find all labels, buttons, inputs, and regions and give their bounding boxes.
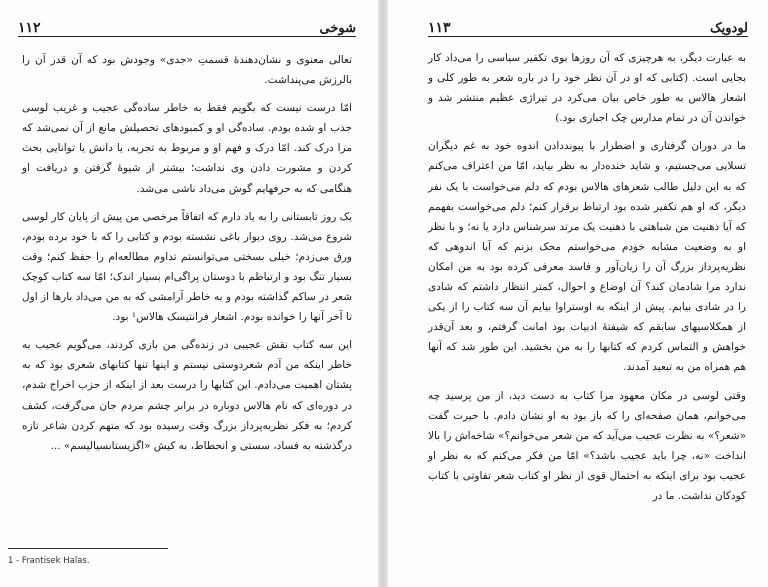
chapter-title-right: لودویک [710,21,748,36]
left-page-body [22,50,352,456]
paragraph: به عبارت دیگر، به هرچیزی که آن روزها بوی تکفیر سیاسی را می‌داد کار بجایی است. (کتابی که او در آن نظر خود را در باره شعر به طور کلی و اشعار هالاس به طور خاص بیان می‌کرد در تیراژی عظیم منتشر شد و خواندن آن در تمام مدارس چک اجباری بود.) [428,52,746,125]
book-gutter [378,0,388,587]
paragraph: وقتی لوسی در مکان معهود مرا کتاب به دست دید، از من پرسید چه می‌خوانم، همان صفحه‌ای را که باز بود به او نشان دادم. با حیرت گفت «شعر؟» به نظرت عجیب می‌آید که من شعر می‌خوانم؟» شاخه‌اش را بالا انداخت «نه، چرا باید عجیب باشد؟» امّا من فکر می‌کنم که به نظر او عجیب بود برای اینکه به احتمال قوی از نظر او کتاب شعر تفاوتی با کتاب کودکان نداشت. ما در [428,389,746,502]
page-number-right: ١١٣ [428,20,451,36]
paragraph: امّا درست نیست که بگویم فقط به خاطر ساده‌گی عجیب و غریب لوسی جذب او شده بودم. ساده‌گی او و کمبودهای تحصیلش مانع از آن نمی‌شد که مرا درک کند. امّا درک و فهم او و مربوط به تجربه، یا دانش یا توانایی بحث کردن و مشورت دادن وی نداشت؛ بیشتر از شیوهٔ گرفتن و دریافت او هنگامی که به حرفهایم گوش می‌داد ناشی می‌شد. [22,102,352,195]
paragraph: تعالی معنوی و نشان‌دهندهٔ قسمتِ «جدی» وجودش بود که آن قدر آن را بالرزش می‌پنداشت. [22,54,352,87]
left-page [0,0,378,587]
chapter-title-left: شوخی [319,21,356,36]
paragraph: یک روز تابستانی را به یاد دارم که اتفاقاً مرخصی من پیش از پایان کار لوسی شروع می‌شد. روی دیوار باغی نشسته بودم و کتابی را که با خود برده بودم، ورق می‌زدم؛ خیلی بسختی می‌توانستم تداوم مطالعه‌ام را حفظ کنم؛ وقت بسیار تنگ بود و ارتباطم با دوستان پراگی‌ام بسیار اندک؛ امّا سه کتاب کوچک شعر در ساکم گذاشته بودم و به خاطر آرامشی که به من می‌داد بارها از اول تا آخر آنها را خوانده بودم. اشعار فرانتیسک هالاس¹ بود. [22,210,352,324]
left-page-header [18,14,356,37]
right-page-body [428,48,746,506]
paragraph: این سه کتاب نقش عجیبی در زنده‌گی من بازی کردند، می‌گویم عجیب به خاطر اینکه من آدم شعردوستی نیستم و اینها تنها کتابهای شعری بود که به پشتان اهمیت می‌دادم. این کتابها را درست بعد از اینکه از حزب اخراج شدم، در دوره‌ای که نام هالاس دوباره در برابر چشم مردم جان می‌گرفت، کشف کردم؛ به فکر نظریه‌پرداز بزرگ وقت رسیده بود که متهم کردن شاعر تازه درگذشته به فساد، سستی و انحطاط، به کیش «اگزیستانسیالیسم» ... [22,339,352,452]
right-page [388,0,768,587]
paragraph: ما در دوران گرفتاری و اضطرار با پیوند‌دادن اندوه خود به غم دیگران تسلایی می‌جستیم، و شاید خنده‌دار به نظر بیاید، امّا من اعتراف می‌کنم که به این دلیل طالب شعرهای هالاس بودم که دلم می‌خواست با یک نفر دیگر، که او هم تکفیر شده بود ارتباط برقرار کنم؛ دلم می‌خواست بفهمم که آیا ذهنیت من شباهتی با ذهنیت یک مرتد سرشناس دارد یا نه؛ و با نظر او به وضعیت مشابه خودم می‌خواستم محک بزنم که آیا اندوهی که نظریه‌پرداز بزرگ آن را زیان‌آور و فاسد معرفی کرده بود به من امکان ندارد مرا شادمان کند؟ آن اوضاع و احوال، کمتر انتظار داشتم که شادی را در شادی بیابم. پیش از اینکه به اوستراوا بیایم آن سه کتاب را از یکی از همکلاسیهای سابقم که شیفتهٔ ادبیات بود امانت گرفتم، و بعد آن‌قدر خواهش و التماس کردم که کتابها را به من بخشید. این طور شد که آنها هم همراه من به تبعید آمدند. [428,140,746,374]
page-number-left: ١١٢ [18,20,41,36]
right-page-header [428,14,748,37]
footnote-divider [8,548,168,549]
footnote: 1 - Frantisek Halas. [8,556,90,566]
